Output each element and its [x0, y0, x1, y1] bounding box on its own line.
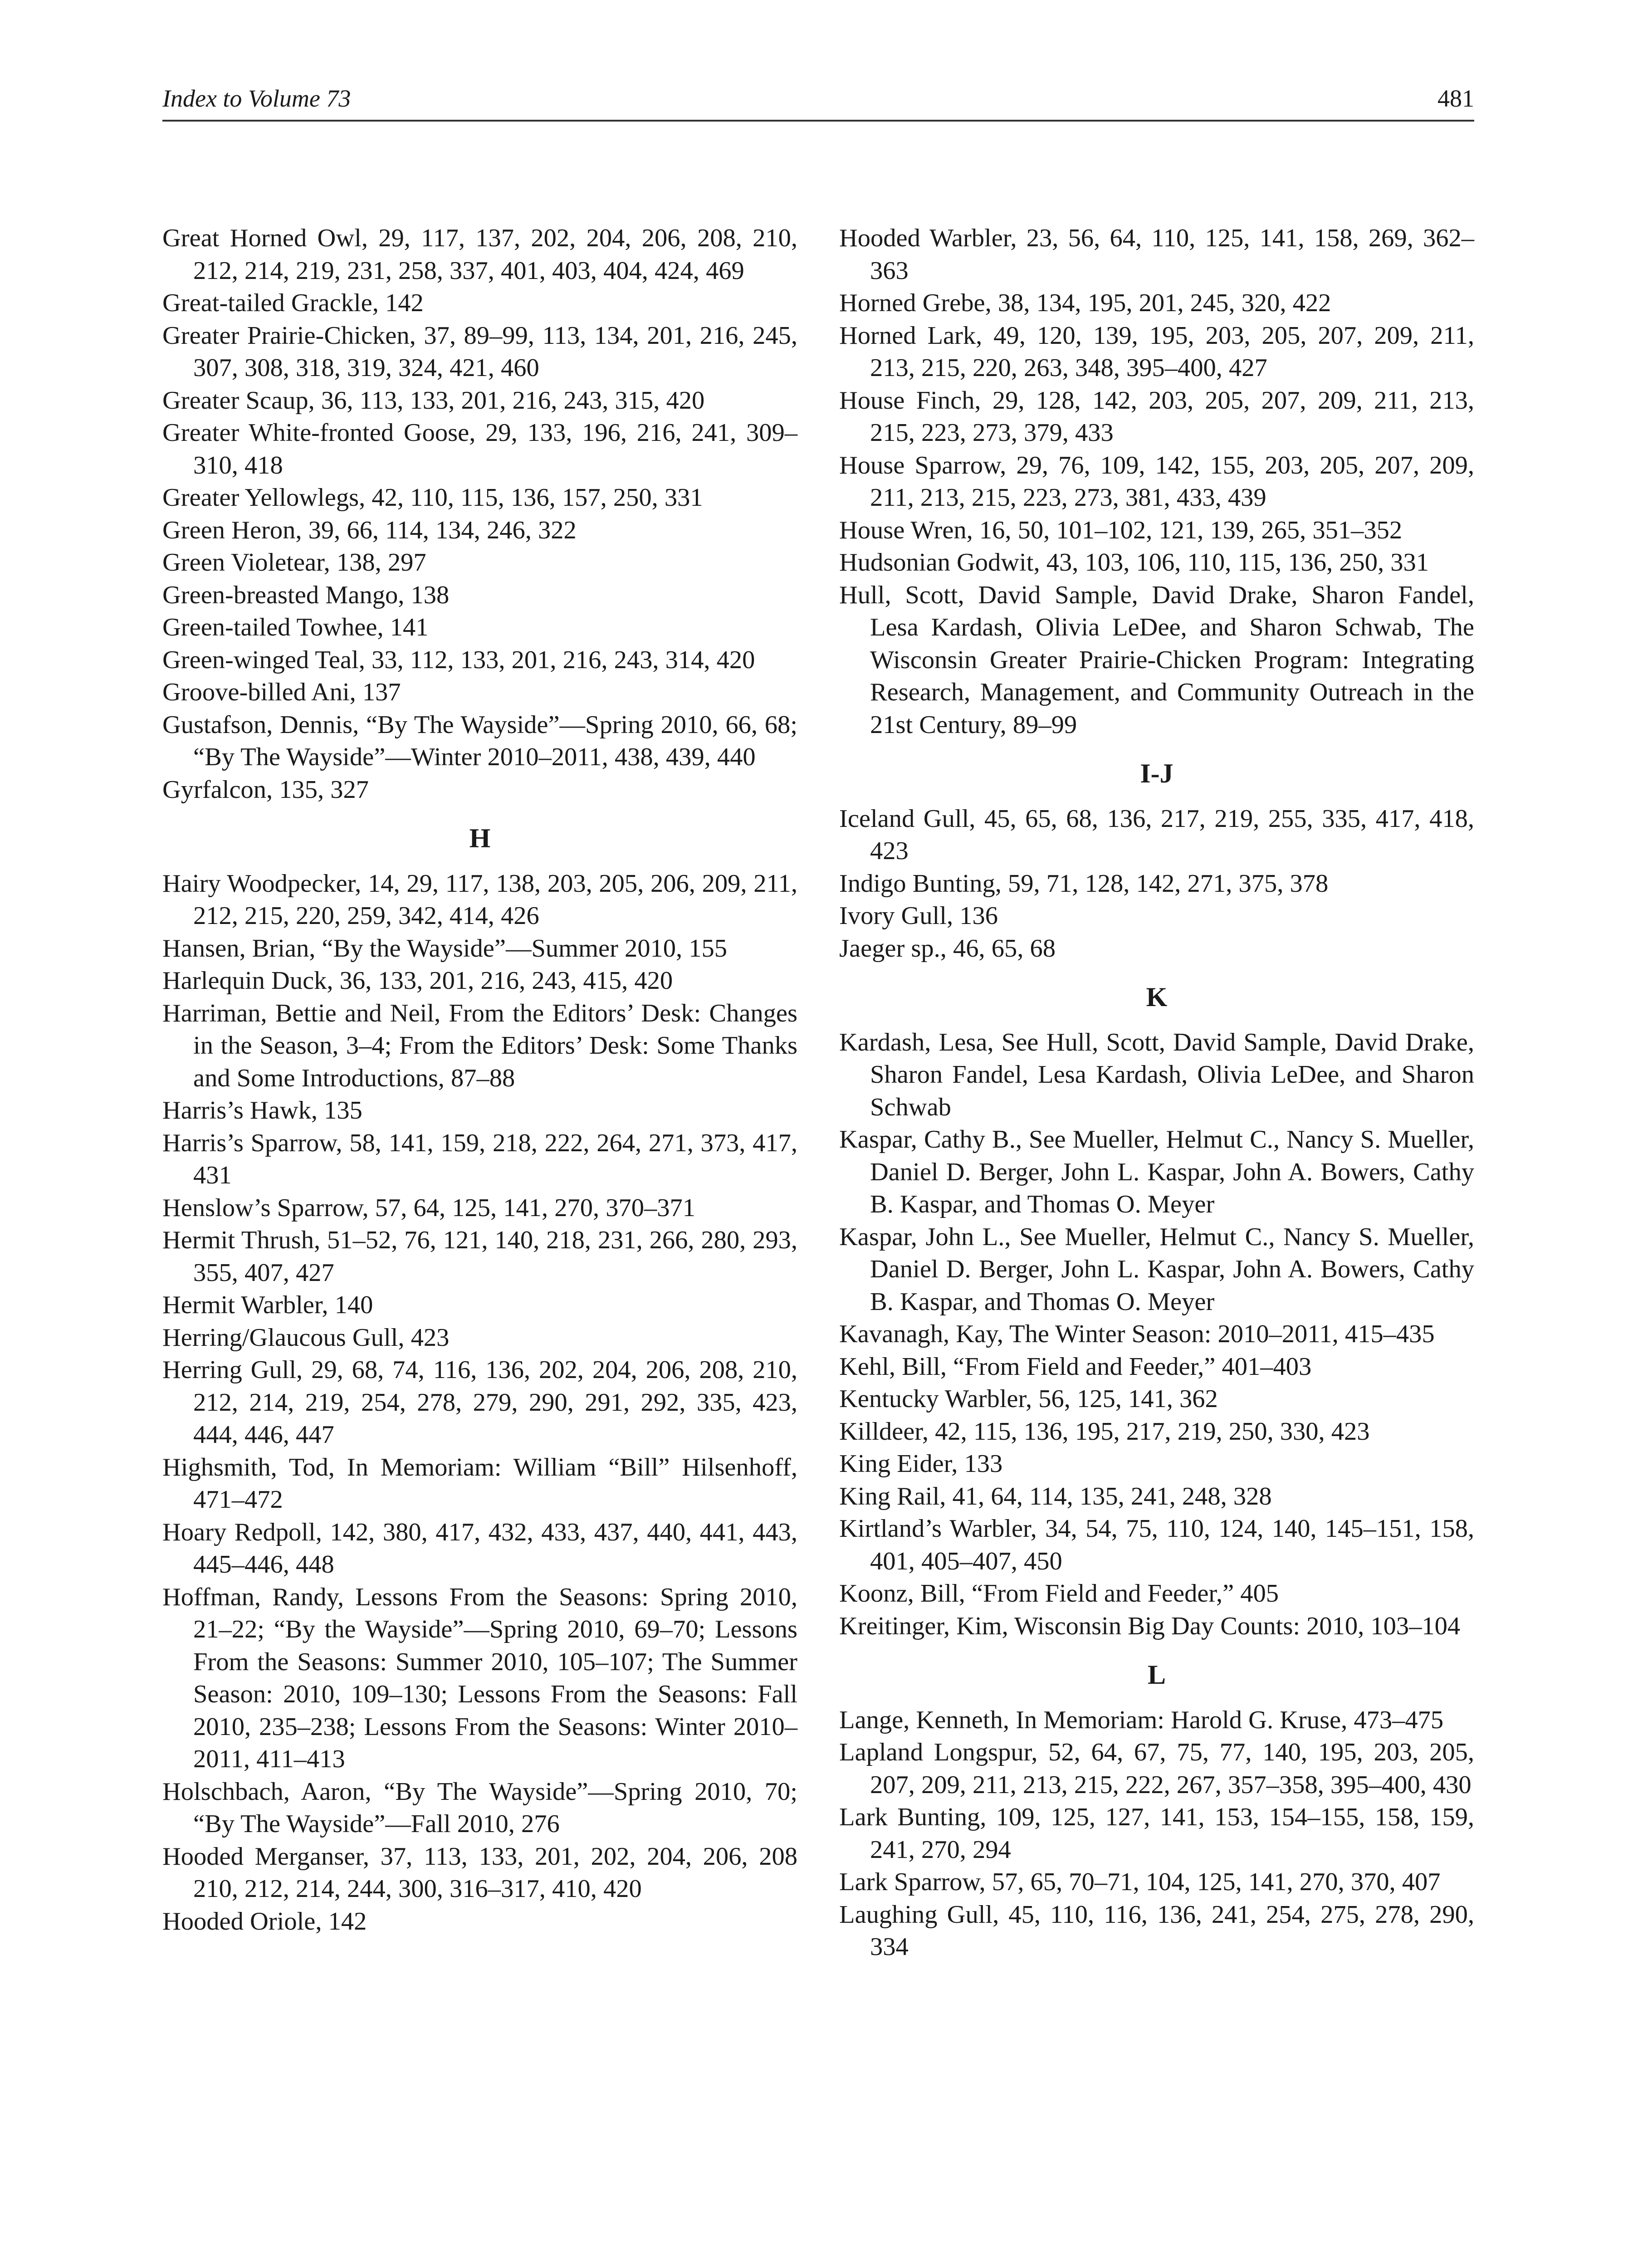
- index-entry: Gyrfalcon, 135, 327: [162, 775, 369, 804]
- index-entry: Horned Lark, 49, 120, 139, 195, 203, 205, 207, 209, 211, 213, 215, 220, 263, 348, 395–400, 427: [839, 321, 1474, 382]
- index-entry: Kaspar, Cathy B., See Mueller, Helmut C., Nancy S. Mueller, Daniel D. Berger, John L. Kaspar, John A. Bowers, Cathy B. Kaspar, and Thomas O. Meyer: [839, 1125, 1474, 1218]
- index-entry: House Sparrow, 29, 76, 109, 142, 155, 203, 205, 207, 209, 211, 213, 215, 223, 273, 381, 433, 439: [839, 451, 1474, 512]
- left-index-column: [162, 222, 797, 1938]
- index-entry: Hairy Woodpecker, 14, 29, 117, 138, 203, 205, 206, 209, 211, 212, 215, 220, 259, 342, 414, 426: [162, 869, 797, 930]
- index-entry: Indigo Bunting, 59, 71, 128, 142, 271, 375, 378: [839, 869, 1329, 898]
- index-entry: Lark Sparrow, 57, 65, 70–71, 104, 125, 141, 270, 370, 407: [839, 1868, 1441, 1896]
- index-entry: Herring Gull, 29, 68, 74, 116, 136, 202, 204, 206, 208, 210, 212, 214, 219, 254, 278, 279, 290, 291, 292, 335, 423, 444, 446, 447: [162, 1356, 797, 1449]
- index-entry: Hooded Warbler, 23, 56, 64, 110, 125, 141, 158, 269, 362–363: [839, 224, 1474, 285]
- section-heading: K: [1146, 982, 1168, 1012]
- section-heading: L: [1147, 1660, 1166, 1690]
- index-entry: Ivory Gull, 136: [839, 902, 998, 930]
- index-entry: Green Heron, 39, 66, 114, 134, 246, 322: [162, 516, 577, 544]
- index-entry: Herring/Glaucous Gull, 423: [162, 1323, 450, 1352]
- index-entry: Greater Yellowlegs, 42, 110, 115, 136, 157, 250, 331: [162, 484, 703, 512]
- index-entry: Kreitinger, Kim, Wisconsin Big Day Counts: 2010, 103–104: [839, 1612, 1461, 1640]
- index-entry: Hooded Oriole, 142: [162, 1907, 367, 1936]
- index-entry: Lark Bunting, 109, 125, 127, 141, 153, 154–155, 158, 159, 241, 270, 294: [839, 1803, 1474, 1864]
- running-head-title: Index to Volume 73: [162, 85, 351, 112]
- index-entry: Holschbach, Aaron, “By The Wayside”—Spring 2010, 70; “By The Wayside”—Fall 2010, 276: [162, 1777, 797, 1838]
- index-entry: Great Horned Owl, 29, 117, 137, 202, 204, 206, 208, 210, 212, 214, 219, 231, 258, 337, 401, 403, 404, 424, 469: [162, 224, 797, 285]
- index-entry: House Wren, 16, 50, 101–102, 121, 139, 265, 351–352: [839, 516, 1403, 544]
- section-heading: I-J: [1140, 758, 1173, 788]
- index-entry: Hoary Redpoll, 142, 380, 417, 432, 433, 437, 440, 441, 443, 445–446, 448: [162, 1518, 797, 1579]
- page-number: 481: [1437, 85, 1474, 112]
- index-entry: Great-tailed Grackle, 142: [162, 289, 424, 317]
- index-entry: Kaspar, John L., See Mueller, Helmut C., Nancy S. Mueller, Daniel D. Berger, John L. Kaspar, John A. Bowers, Cathy B. Kaspar, and Thomas O. Meyer: [839, 1222, 1474, 1316]
- index-entry: Iceland Gull, 45, 65, 68, 136, 217, 219, 255, 335, 417, 418, 423: [839, 804, 1474, 865]
- index-entry: Greater Scaup, 36, 113, 133, 201, 216, 243, 315, 420: [162, 386, 705, 415]
- right-index-column: [839, 222, 1474, 1964]
- index-entry: Hull, Scott, David Sample, David Drake, Sharon Fandel, Lesa Kardash, Olivia LeDee, and Sharon Schwab, The Wisconsin Greater Prairie-Chicken Program: Integrating Research, Management, and Community Outreach in the 21st Century, 89–99: [839, 581, 1474, 739]
- index-entry: Laughing Gull, 45, 110, 116, 136, 241, 254, 275, 278, 290, 334: [839, 1900, 1474, 1961]
- index-entry: Lange, Kenneth, In Memoriam: Harold G. Kruse, 473–475: [839, 1706, 1444, 1734]
- index-entry: Killdeer, 42, 115, 136, 195, 217, 219, 250, 330, 423: [839, 1417, 1370, 1446]
- index-entry: Greater Prairie-Chicken, 37, 89–99, 113, 134, 201, 216, 245, 307, 308, 318, 319, 324, 421, 460: [162, 321, 797, 382]
- index-entry: Koonz, Bill, “From Field and Feeder,” 405: [839, 1579, 1279, 1608]
- index-entry: Hermit Thrush, 51–52, 76, 121, 140, 218, 231, 266, 280, 293, 355, 407, 427: [162, 1226, 797, 1287]
- index-entry: Kehl, Bill, “From Field and Feeder,” 401–403: [839, 1352, 1312, 1381]
- index-entry: Harriman, Bettie and Neil, From the Editors’ Desk: Changes in the Season, 3–4; From the Editors’ Desk: Some Thanks and Some Introductions, 87–88: [162, 999, 797, 1092]
- index-entry: Lapland Longspur, 52, 64, 67, 75, 77, 140, 195, 203, 205, 207, 209, 211, 213, 215, 222, 267, 357–358, 395–400, 430: [839, 1738, 1474, 1799]
- index-entry: Hermit Warbler, 140: [162, 1291, 373, 1319]
- index-entry: Highsmith, Tod, In Memoriam: William “Bill” Hilsenhoff, 471–472: [162, 1453, 797, 1514]
- index-entry: Harris’s Hawk, 135: [162, 1096, 362, 1124]
- index-entry: Kirtland’s Warbler, 34, 54, 75, 110, 124, 140, 145–151, 158, 401, 405–407, 450: [839, 1515, 1474, 1575]
- index-entry: Green-tailed Towhee, 141: [162, 613, 429, 641]
- index-entry: Green-breasted Mango, 138: [162, 581, 450, 609]
- index-entry: Hansen, Brian, “By the Wayside”—Summer 2010, 155: [162, 934, 728, 963]
- index-entry: Hooded Merganser, 37, 113, 133, 201, 202, 204, 206, 208 210, 212, 214, 244, 300, 316–317, 410, 420: [162, 1842, 797, 1903]
- index-entry: Jaeger sp., 46, 65, 68: [839, 934, 1056, 963]
- index-entry: Kardash, Lesa, See Hull, Scott, David Sample, David Drake, Sharon Fandel, Lesa Kardash, Olivia LeDee, and Sharon Schwab: [839, 1028, 1474, 1121]
- index-entry: Harris’s Sparrow, 58, 141, 159, 218, 222, 264, 271, 373, 417, 431: [162, 1129, 797, 1189]
- index-entry: King Rail, 41, 64, 114, 135, 241, 248, 328: [839, 1482, 1272, 1510]
- index-entry: Green Violetear, 138, 297: [162, 548, 426, 577]
- index-entry: Green-winged Teal, 33, 112, 133, 201, 216, 243, 314, 420: [162, 645, 755, 674]
- index-entry: Kentucky Warbler, 56, 125, 141, 362: [839, 1385, 1218, 1413]
- index-entry: Hudsonian Godwit, 43, 103, 106, 110, 115, 136, 250, 331: [839, 548, 1429, 577]
- index-entry: King Eider, 133: [839, 1450, 1003, 1478]
- index-entry: Greater White-fronted Goose, 29, 133, 196, 216, 241, 309–310, 418: [162, 419, 797, 479]
- index-entry: House Finch, 29, 128, 142, 203, 205, 207, 209, 211, 213, 215, 223, 273, 379, 433: [839, 386, 1474, 447]
- index-entry: Horned Grebe, 38, 134, 195, 201, 245, 320, 422: [839, 289, 1331, 317]
- index-entry: Henslow’s Sparrow, 57, 64, 125, 141, 270, 370–371: [162, 1193, 695, 1222]
- section-heading: H: [469, 823, 491, 853]
- index-entry: Hoffman, Randy, Lessons From the Seasons: Spring 2010, 21–22; “By the Wayside”—Spring 2010, 69–70; Lessons From the Seasons: Summer 2010, 105–107; The Summer Season: 2010, 109–130; Lessons From the Seasons: Fall 2010, 235–238; Lessons From the Seasons: Winter 2010–2011, 411–413: [162, 1583, 797, 1773]
- index-entry: Harlequin Duck, 36, 133, 201, 216, 243, 415, 420: [162, 967, 673, 995]
- running-header: [162, 76, 1474, 122]
- index-entry: Groove-billed Ani, 137: [162, 678, 401, 706]
- index-entry: Gustafson, Dennis, “By The Wayside”—Spring 2010, 66, 68; “By The Wayside”—Winter 2010–2011, 438, 439, 440: [162, 710, 797, 771]
- index-entry: Kavanagh, Kay, The Winter Season: 2010–2011, 415–435: [839, 1320, 1435, 1348]
